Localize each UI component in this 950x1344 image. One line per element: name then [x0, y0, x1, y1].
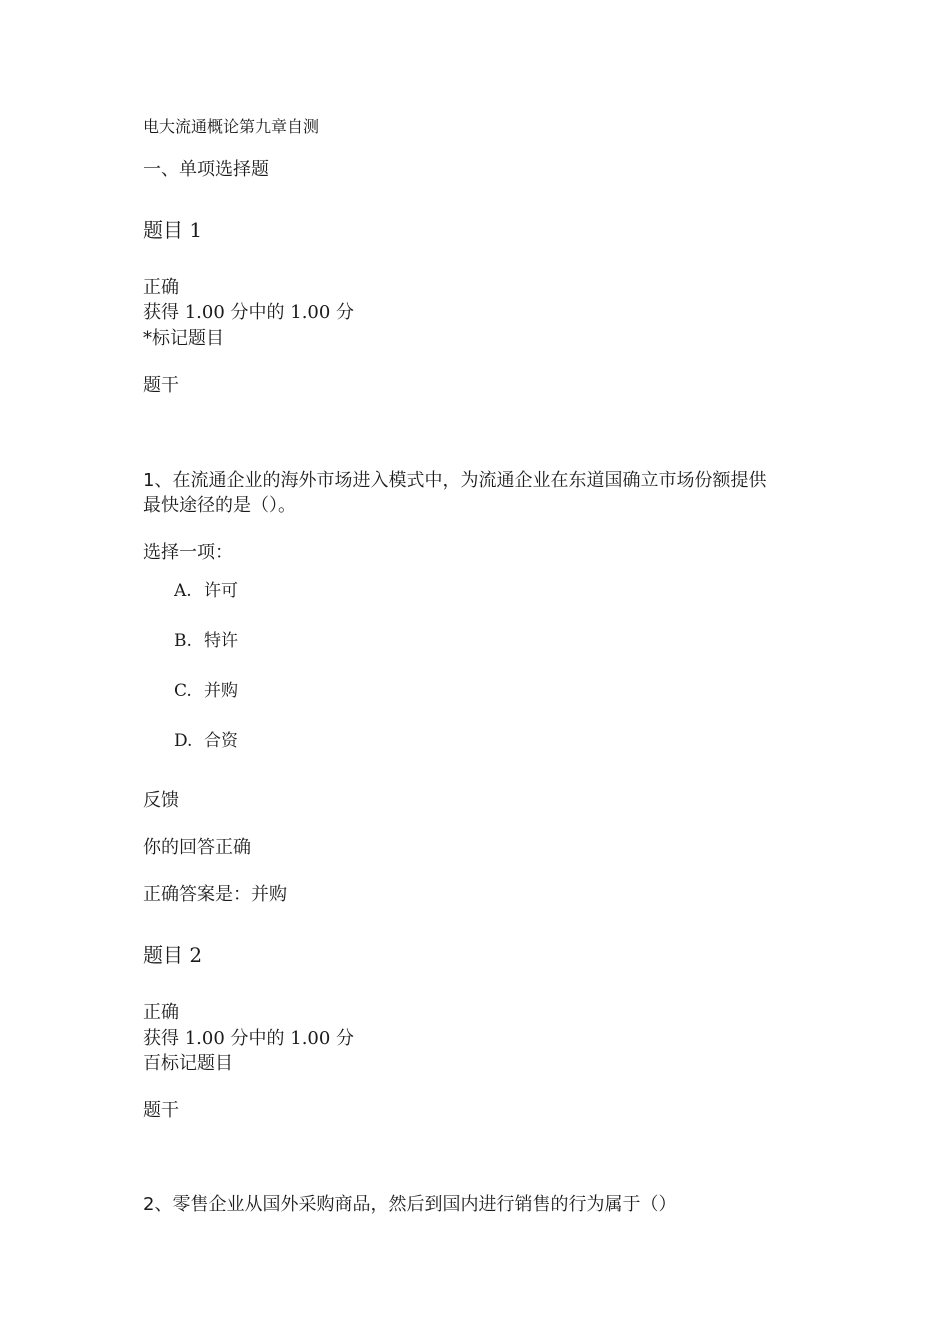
section-heading: 一、单项选择题 — [143, 159, 269, 180]
question-2-heading: 题目 2 — [143, 943, 203, 967]
question-1-score: 获得 1.00 分中的 1.00 分 — [143, 302, 355, 323]
question-1-heading: 题目 1 — [143, 218, 203, 242]
option-d[interactable] — [174, 733, 238, 750]
question-1-feedback-label: 反馈 — [143, 790, 179, 811]
question-2-status: 正确 — [143, 1002, 179, 1023]
question-1-feedback-result: 你的回答正确 — [143, 837, 251, 858]
option-d-text: 合资 — [204, 731, 238, 751]
question-1-text-line-1: 1、在流通企业的海外市场进入模式中，为流通企业在东道国确立市场份额提供 — [143, 470, 767, 491]
question-1-status: 正确 — [143, 277, 179, 298]
option-c[interactable] — [174, 683, 238, 700]
question-2-text-line-1: 2、零售企业从国外采购商品，然后到国内进行销售的行为属于（） — [143, 1194, 677, 1215]
question-2-stem-label: 题干 — [143, 1100, 179, 1121]
question-1-choice-prompt: 选择一项： — [143, 542, 233, 563]
option-d-letter: D. — [174, 731, 193, 751]
question-1-stem-label: 题干 — [143, 375, 179, 396]
question-2-score: 获得 1.00 分中的 1.00 分 — [143, 1028, 355, 1049]
question-2-flag-link[interactable]: 百标记题目 — [143, 1053, 233, 1074]
question-1-flag-link[interactable]: *标记题目 — [143, 328, 224, 349]
question-1-text-line-2: 最快途径的是（）。 — [143, 495, 296, 516]
option-c-letter: C. — [174, 681, 192, 701]
option-a[interactable] — [174, 583, 238, 600]
question-1-correct-answer: 正确答案是：并购 — [143, 884, 287, 905]
option-b[interactable] — [174, 633, 238, 650]
option-a-letter: A. — [174, 581, 192, 601]
option-a-text: 许可 — [204, 581, 238, 601]
option-b-letter: B. — [174, 631, 192, 651]
option-c-text: 并购 — [204, 681, 238, 701]
option-b-text: 特许 — [204, 631, 238, 651]
document-title: 电大流通概论第九章自测 — [143, 117, 320, 136]
